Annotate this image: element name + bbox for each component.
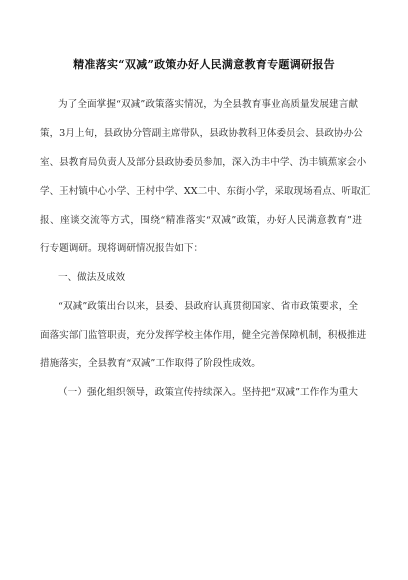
paragraph-line: 学、王村镇中心小学、王村中学、XX二中、东街小学，采取现场看点、听取汇: [40, 186, 371, 197]
paragraph-line: 室、县教育局负责人及部分县政协委员参加，深入沩丰中学、沩丰镇蕉家会小: [40, 157, 367, 168]
paragraph-line: 为了全面掌握“双减”政策落实情况，为全县教育事业高质量发展建言献: [58, 99, 358, 110]
paragraph-line: “双减”政策出台以来，县委、县政府认真贯彻国家、省市政策要求，全: [58, 301, 358, 312]
paragraph-line: 报、座谈交流等方式，围绕“精准落实“双减”政策，办好人民满意教育”进: [40, 215, 362, 226]
subsection-line: （一）强化组织领导，政策宣传持续深入。坚持把“双减”工作作为重大: [58, 387, 358, 398]
paragraph-line: 行专题调研。现将调研情况报告如下：: [40, 243, 204, 254]
paragraph-line: 策，3月上旬，县政协分管副主席带队，县政协教科卫体委员会、县政协办公: [40, 128, 363, 139]
paragraph-line: 面落实部门监管职责，充分发挥学校主体作用，健全完善保障机制，积极推进: [40, 330, 367, 341]
section-heading: 一、做法及成效: [58, 272, 126, 283]
document-title: 精准落实“双减”政策办好人民满意教育专题调研报告: [73, 58, 335, 71]
paragraph-line: 措施落实，全县教育“双减”工作取得了阶段性成效。: [40, 358, 261, 369]
